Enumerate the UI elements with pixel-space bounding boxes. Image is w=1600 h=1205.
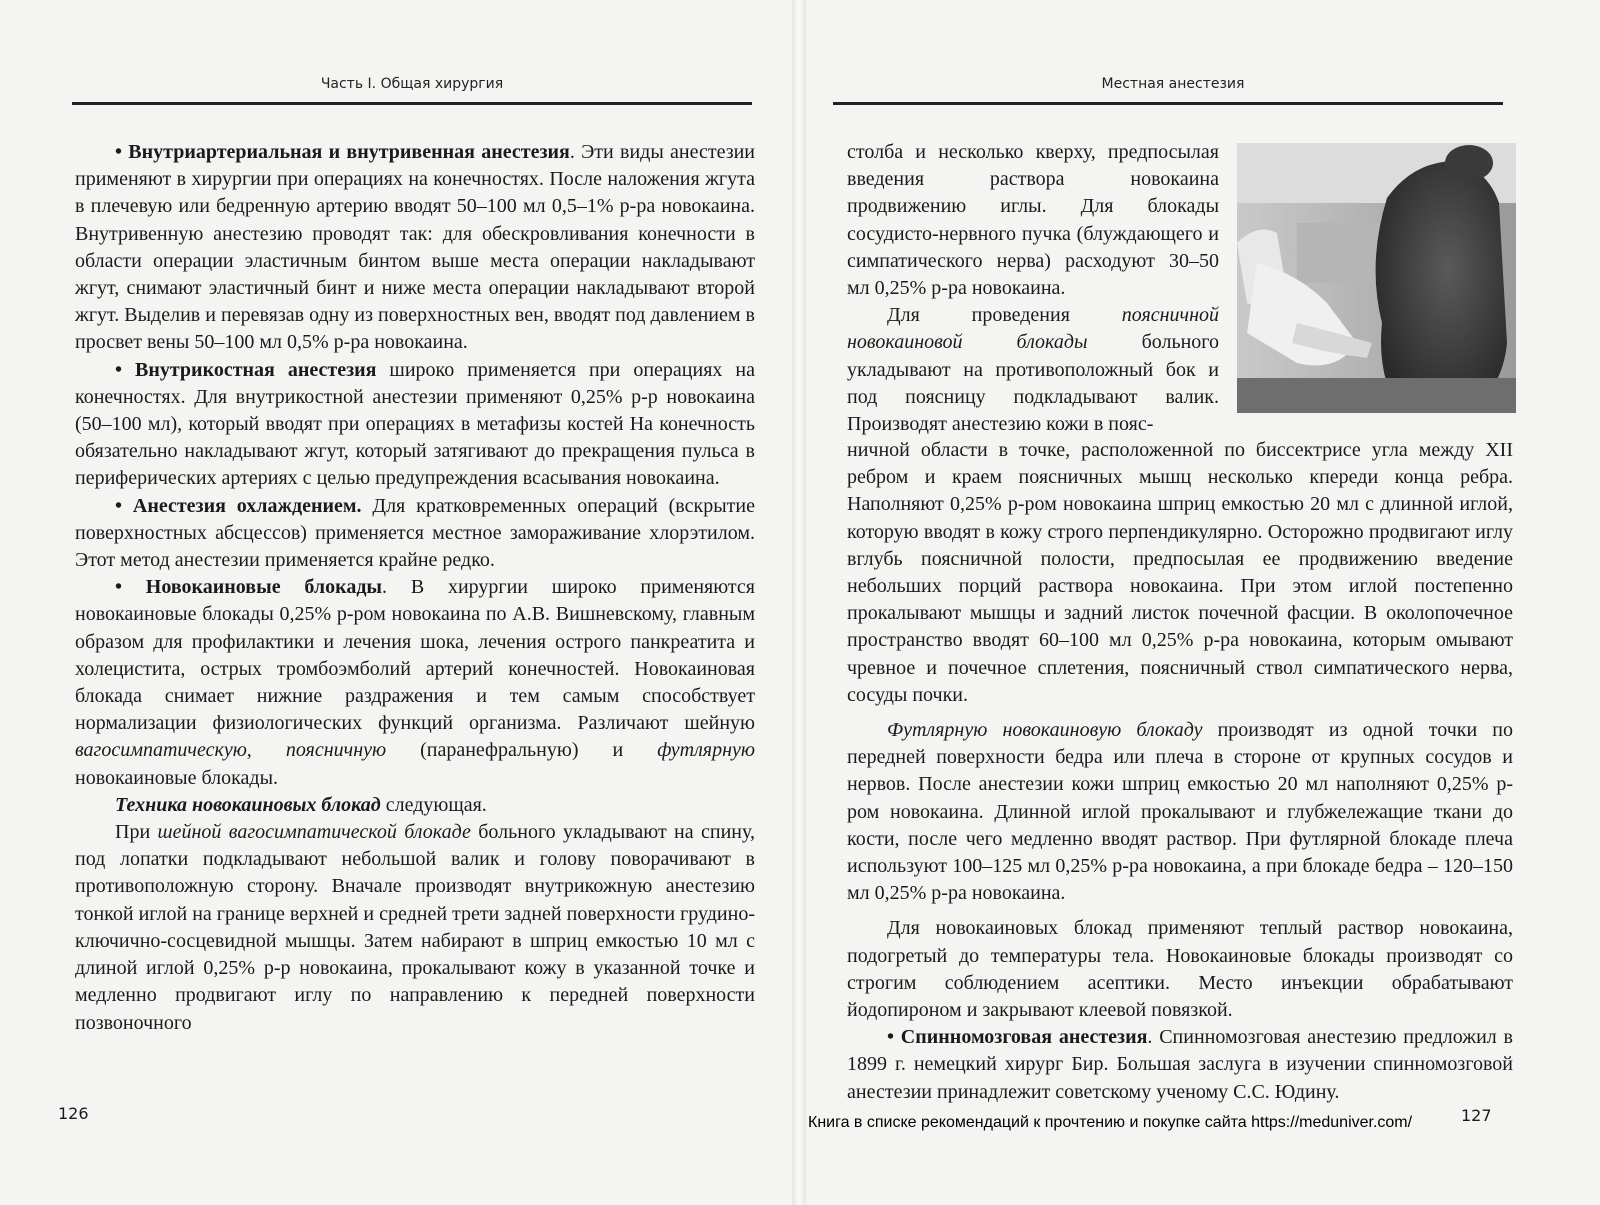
paragraph-cervical-block: При шейной вагосимпатической блокаде больного укладывают на спину, под лопатки подкладывают небольшой валик и голову поворачивают в противоположную сторону. Вначале производят внутрикожную анестезию тонкой иглой на границе верхней и средней трети задней поверхности грудино-ключично-сосцевидной мышцы. Затем набирают в шприц емкостью 10 мл с длиной иглой 0,25% р-р новокаина, прокалывают кожу в указанной точке и медленно продвигают иглу по направлению к передней поверхности позвоночного	[75, 821, 755, 1034]
paragraph-novocaine-blocks: • Новокаиновые блокады. В хирургии широко применяются новокаиновые блокады 0,25% р-ром новокаина по А.В. Вишневскому, главным образом для профилактики и лечения шока, лечения острого панкреатита и холецистита, острых тромбоэмболий артерий конечностей. Новокаиновая блокада снимает нижние раздражения и тем самым способствует нормализации физиологических функций организма. Различают шейную вагосимпатическую, поясничную (паранефральную) и футлярную новокаиновые блокады.	[75, 576, 755, 789]
heading-cooling: Анестезия охлаждением.	[132, 494, 362, 517]
header-rule-right	[833, 102, 1503, 105]
paragraph-lumbar-block: Для проведения поясничной новокаиновой блокады больного укладывают на противоположный бок и под поясницу подкладывают валик. Производят анестезию кожи в пояс-	[847, 304, 1219, 436]
running-head-right: Местная анестезия	[1101, 76, 1245, 92]
left-page	[0, 0, 795, 1205]
page-number-right: 127	[1461, 1106, 1492, 1125]
heading-intraarterial: Внутриартериальная и внутривенная анестезия	[128, 141, 570, 163]
heading-novocaine-blocks: Новокаиновые блокады	[145, 576, 383, 599]
paragraph-lumbar-continuation: ничной области в точке, расположенной по биссектрисе угла между XII ребром и краем поясничных мышц несколько кпереди конца ребра. Наполняют 0,25% р-ром новокаина шприц емкостью 20 мл с длинной иглой, которую вводят в кожу строго перпендикулярно. Осторожно продвигают иглу вглубь поясничной полости, предпосылая ее продвижению введение небольших порций раствора новокаина. При этом иглой постепенно прокалывают мышцы и задний листок почечной фасции. В околопочечное пространство вводят 60–100 мл 0,25% р-ра новокаина, которым омывают чревное и почечное сплетения, поясничный ствол симпатического нерва, сосуды почки.	[847, 439, 1513, 706]
heading-spinal: Спинномозговая анестезия	[900, 1026, 1148, 1049]
page-number-left: 126	[58, 1104, 89, 1123]
paragraph-warm-solution: Для новокаиновых блокад применяют теплый раствор новокаина, подогретый до температуры тела. Новокаиновые блокады производят со строгим соблюдением асептики. Место инъекции обрабатывают йодопироном и закрывают клеевой повязкой.	[847, 917, 1513, 1022]
left-page-body	[75, 139, 755, 1037]
heading-technique: Техника новокаиновых блокад	[115, 793, 381, 816]
right-page-body	[847, 437, 1513, 1106]
watermark-text: Книга в списке рекомендаций к прочтению и покупке сайта https://meduniver.com/	[808, 1114, 1413, 1131]
paragraph-spinal: • Спинномозговая анестезия. Спинномозговая анестезию предложил в 1899 г. немецкий хирург Бир. Большая заслуга в изучении спинномозговой анестезии принадлежит советскому ученому С.С. Юдину.	[847, 1026, 1513, 1103]
paragraph-cooling: • Анестезия охлаждением. Для кратковременных операций (вскрытие поверхностных абсцессов) применяется местное замораживание хлорэтилом. Этот метод анестезии применяется крайне редко.	[75, 494, 755, 572]
header-rule-left	[72, 102, 752, 105]
heading-intraosseous: Внутрикостная анестезия	[134, 358, 377, 381]
right-page	[805, 0, 1600, 1205]
running-head-left: Часть I. Общая хирургия	[320, 76, 504, 92]
paragraph-technique: Техника новокаиновых блокад следующая.	[115, 793, 487, 816]
paragraph-sheath-block: Футлярную новокаиновую блокаду производят из одной точки по передней поверхности бедра или плеча в стороне от крупных сосудов и нервов. После анестезии кожи шприц емкостью 20 мл наполняют 0,25% р-ром новокаина. Длинной иглой прокалывают и глубжележащие ткани до кости, после чего медленно вводят раствор. При футлярной блокаде плеча используют 100–125 мл 0,25% р-ра новокаина, а при блокаде бедра – 120–150 мл 0,25% р-ра новокаина.	[847, 719, 1513, 905]
paragraph-continuation: столба и несколько кверху, предпосылая введения раствора новокаина продвижению иглы. Для блокады сосудисто-нервного пучка (блуждающего и симпатического нерва) расходуют 30–50 мл 0,25% р-ра новокаина.	[847, 141, 1219, 300]
patient-procedure-photo	[1237, 143, 1516, 413]
paragraph-intraarterial: • Внутриартериальная и внутривенная анестезия. Эти виды анестезии применяют в хирургии при операциях на конечностях. После наложения жгута в плечевую или бедренную артерию вводят 50–100 мл 0,5–1% р-ра новокаина. Внутривенную анестезию проводят так: для обескровливания конечности в области операции эластичным бинтом выше места операции накладывают жгут, снимают эластичный бинт и ниже места операции накладывают второй жгут. Выделив и перевязав одну из поверхностных вен, вводят под давлением в просвет вены 50–100 мл 0,5% р-ра новокаина.	[75, 141, 756, 354]
paragraph-intraosseous: • Внутрикостная анестезия широко применяется при операциях на конечностях. Для внутрикостной анестезии применяют 0,25% р-р новокаина (50–100 мл), который вводят при операциях в метафизы костей На конечность обязательно накладывают жгут, который затягивают до прекращения пульса в периферических артериях с целью предупреждения всасывания новокаина.	[75, 358, 755, 490]
right-page-column-text	[847, 139, 1219, 438]
